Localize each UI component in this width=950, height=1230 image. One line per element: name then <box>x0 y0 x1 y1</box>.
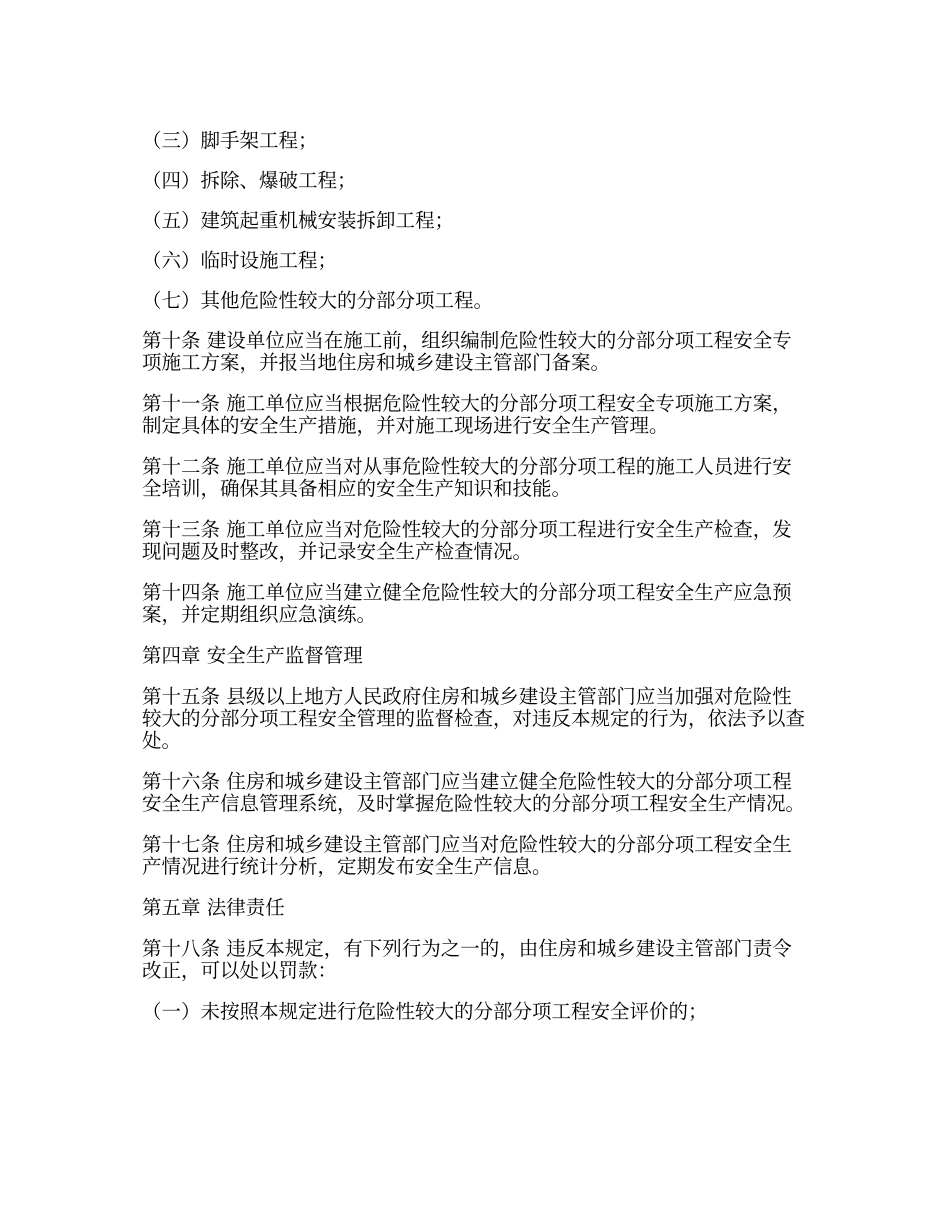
article-16: 第十六条 住房和城乡建设主管部门应当建立健全危险性较大的分部分项工程安全生产信息管理系统，及时掌握危险性较大的分部分项工程安全生产情况。 <box>142 770 806 815</box>
article-18: 第十八条 违反本规定，有下列行为之一的，由住房和城乡建设主管部门责令改正，可以处以罚款： <box>142 937 792 982</box>
article-14: 第十四条 施工单位应当建立健全危险性较大的分部分项工程安全生产应急预案，并定期组织应急演练。 <box>142 581 792 626</box>
list-item-crane-install: （五）建筑起重机械安装拆卸工程； <box>142 209 455 232</box>
article-10: 第十条 建设单位应当在施工前，组织编制危险性较大的分部分项工程安全专项施工方案，并报当地住房和城乡建设主管部门备案。 <box>142 329 792 374</box>
article-13: 第十三条 施工单位应当对危险性较大的分部分项工程进行安全生产检查，发现问题及时整改，并记录安全生产检查情况。 <box>142 518 792 563</box>
chapter-5-heading: 第五章 法律责任 <box>142 896 285 919</box>
article-12: 第十二条 施工单位应当对从事危险性较大的分部分项工程的施工人员进行安全培训，确保其具备相应的安全生产知识和技能。 <box>142 455 792 500</box>
list-item-other-works: （七）其他危险性较大的分部分项工程。 <box>142 289 494 312</box>
article-11: 第十一条 施工单位应当根据危险性较大的分部分项工程安全专项施工方案，制定具体的安全生产措施，并对施工现场进行安全生产管理。 <box>142 392 792 437</box>
article-17: 第十七条 住房和城乡建设主管部门应当对危险性较大的分部分项工程安全生产情况进行统计分析，定期发布安全生产信息。 <box>142 833 792 878</box>
list-item-demolition: （四）拆除、爆破工程； <box>142 169 357 192</box>
list-item-scaffolding: （三）脚手架工程； <box>142 129 318 152</box>
article-15: 第十五条 县级以上地方人民政府住房和城乡建设主管部门应当加强对危险性较大的分部分项工程安全管理的监督检查，对违反本规定的行为，依法予以查处。 <box>142 685 806 752</box>
list-item-temporary-facilities: （六）临时设施工程； <box>142 249 338 272</box>
chapter-4-heading: 第四章 安全生产监督管理 <box>142 644 363 667</box>
document-page <box>142 130 810 1023</box>
list-item-no-safety-evaluation: （一）未按照本规定进行危险性较大的分部分项工程安全评价的； <box>142 1000 708 1023</box>
